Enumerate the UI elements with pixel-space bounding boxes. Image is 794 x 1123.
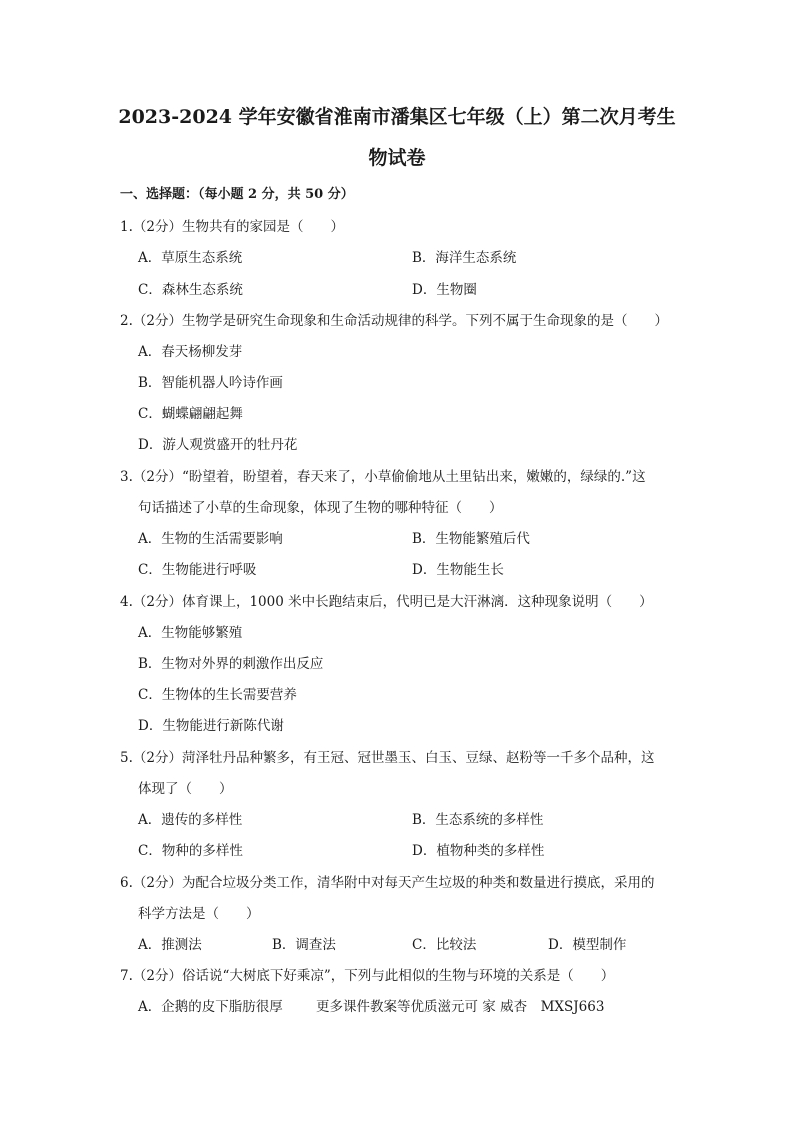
question-3-option-b: B．生物能繁殖后代 (412, 531, 530, 547)
watermark-text: 更多课件教案等优质滋元可 家 威杏 MXSJ663 (316, 999, 605, 1015)
section-heading: 一、选择题：（每小题 2 分，共 50 分） (120, 187, 354, 202)
question-5-stem-line2: 体现了（ ） (138, 781, 233, 797)
question-6-option-b: B．调查法 (272, 937, 336, 953)
page-title-continued: 物试卷 (368, 147, 426, 169)
question-6-stem: 6.（2分）为配合垃圾分类工作，清华附中对每天产生垃圾的种类和数量进行摸底，采用的 (120, 875, 655, 891)
question-6-option-d: D．模型制作 (548, 937, 627, 953)
question-7-option-a: A．企鹅的皮下脂肪很厚 (138, 999, 283, 1015)
question-4-option-c: C．生物体的生长需要营养 (138, 687, 297, 703)
question-2-option-b: B．智能机器人吟诗作画 (138, 375, 283, 391)
question-3-option-a: A．生物的生活需要影响 (138, 531, 283, 547)
question-3-stem: 3.（2分）“盼望着，盼望着，春天来了，小草偷偷地从土里钻出来，嫩嫩的，绿绿的.”这 (120, 469, 646, 485)
question-5-option-b: B．生态系统的多样性 (412, 812, 544, 828)
question-4-option-b: B．生物对外界的刺激作出反应 (138, 656, 324, 672)
question-5-option-a: A．遗传的多样性 (138, 812, 243, 828)
question-3-option-d: D．生物能生长 (412, 562, 504, 578)
question-1-option-d: D．生物圈 (412, 282, 477, 298)
question-1-option-b: B．海洋生态系统 (412, 250, 517, 266)
question-6-option-c: C．比较法 (412, 937, 477, 953)
question-1-stem: 1.（2分）生物共有的家园是（ ） (120, 219, 344, 235)
page-title: 2023-2024 学年安徽省淮南市潘集区七年级（上）第二次月考生 (118, 106, 676, 128)
question-1-option-a: A．草原生态系统 (138, 250, 243, 266)
question-6-option-a: A．推测法 (138, 937, 202, 953)
question-4-stem: 4.（2分）体育课上，1000 米中长跑结束后，代明已是大汗淋漓．这种现象说明（ ） (120, 594, 653, 610)
question-3-option-c: C．生物能进行呼吸 (138, 562, 257, 578)
question-5-stem: 5.（2分）菏泽牡丹品种繁多，有王冠、冠世墨玉、白玉、豆绿、赵粉等一千多个品种，这 (120, 750, 655, 766)
question-4-option-a: A．生物能够繁殖 (138, 625, 243, 641)
question-7-stem: 7.（2分）俗话说“大树底下好乘凉”，下列与此相似的生物与环境的关系是（ ） (120, 968, 615, 984)
question-1-option-c: C．森林生态系统 (138, 282, 243, 298)
question-4-option-d: D．生物能进行新陈代谢 (138, 718, 284, 734)
question-2-option-c: C．蝴蝶翩翩起舞 (138, 406, 243, 422)
question-5-option-d: D．植物种类的多样性 (412, 843, 545, 859)
question-2-option-a: A．春天杨柳发芽 (138, 344, 243, 360)
question-6-stem-line2: 科学方法是（ ） (138, 906, 260, 922)
question-2-stem: 2.（2分）生物学是研究生命现象和生命活动规律的科学。下列不属于生命现象的是（ ） (120, 313, 668, 329)
question-5-option-c: C．物种的多样性 (138, 843, 243, 859)
question-3-stem-line2: 句话描述了小草的生命现象，体现了生物的哪种特征（ ） (138, 500, 503, 516)
question-2-option-d: D．游人观赏盛开的牡丹花 (138, 437, 298, 453)
